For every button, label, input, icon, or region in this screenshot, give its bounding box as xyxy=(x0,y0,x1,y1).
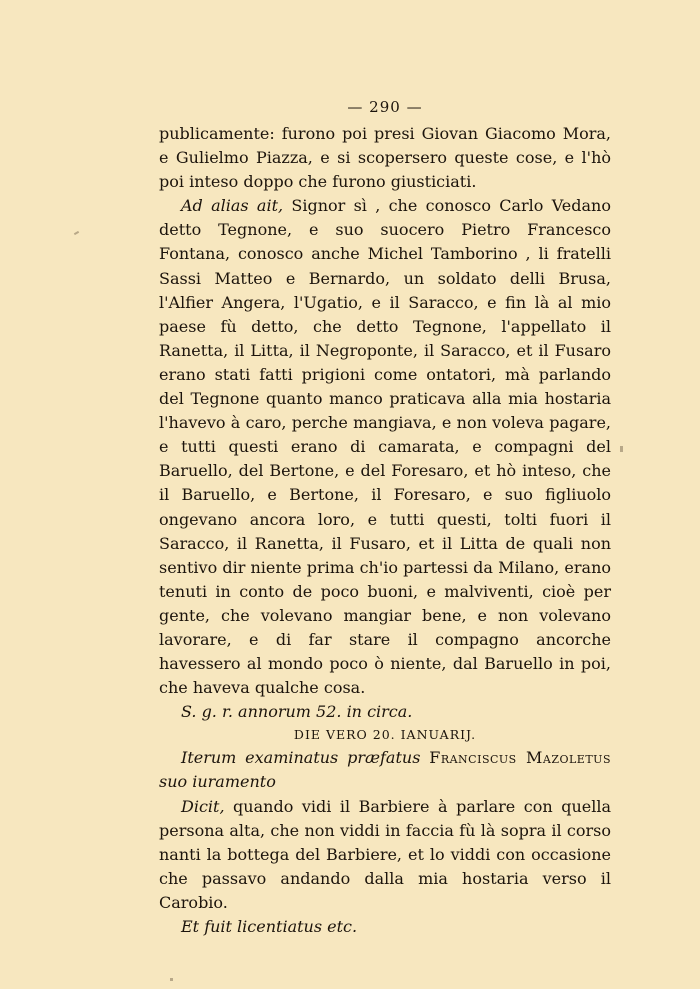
page-number: — 290 — xyxy=(347,98,423,116)
paragraph-2 xyxy=(159,194,611,700)
paragraph-4-italic-b: suo iuramento xyxy=(159,772,276,792)
paragraph-2-body: Signor sì , che conosco Carlo Vedano detto Tegnone, e suo suocero Pietro Francesco Fontana, conosco anche Michel Tamborino , li fratelli Sassi Matteo e Bernardo, un soldato delli Brusa, l'Alfier Angera, l'Ugatio, e il Saracco, e fin là al mio paese fù detto, che detto Tegnone, l'appellato il Ranetta, il Litta, il Negroponte, il Saracco, et il Fusaro erano stati fatti prigioni come ontatori, mà parlando del Tegnone quanto manco praticava alla mia hostaria l'havevo à caro, perche mangiava, e non voleva pagare, e tutti questi erano di camarata, e compagni del Baruello, del Bertone, e del Foresaro, et hò inteso, che il Baruello, e Bertone, il Foresaro, e suo figliuolo ongevano ancora loro, e tutti questi, tolti fuori il Saracco, il Ranetta, il Fusaro, et il Litta de quali non sentivo dir niente prima ch'io partessi da Milano, erano tenuti in conto de poco buoni, e malviventi, cioè per gente, che volevano mangiar bene, e non volevano lavorare, e di far stare il compagno ancorche havessero al mondo poco ò niente, dal Baruello in poi, che haveva qualche cosa. xyxy=(159,196,611,698)
paragraph-3: S. g. r. annorum 52. in circa. xyxy=(181,702,413,722)
paragraph-5 xyxy=(159,795,611,915)
scan-speck xyxy=(74,231,79,235)
paragraph-4 xyxy=(159,746,611,794)
paragraph-5-body: quando vidi il Barbiere à parlare con quella persona alta, che non viddi in faccia fù là sopra il corso nanti la bottega del Barbiere, et lo viddi con occasione che passavo andando dalla mia hostaria verso il Carobio. xyxy=(159,796,611,912)
paragraph-4-italic-a: Iterum examinatus præfatus xyxy=(181,748,421,768)
paragraph-6: Et fuit licentiatus etc. xyxy=(181,917,358,936)
paragraph-1: publicamente: furono poi presi Giovan Giacomo Mora, e Gulielmo Piazza, e si scopersero queste cose, e l'hò poi inteso doppo che furono giusticiati. xyxy=(159,124,611,192)
scan-speck xyxy=(170,978,173,981)
paragraph-2-lead: Ad alias ait, xyxy=(181,196,284,216)
section-heading: DIE VERO 20. IANUARIJ. xyxy=(293,727,477,743)
paragraph-4-name: Franciscus Mazoletus xyxy=(429,748,611,768)
page-text xyxy=(159,96,611,939)
scan-speck xyxy=(620,446,623,452)
paragraph-5-lead: Dicit, xyxy=(181,796,225,816)
